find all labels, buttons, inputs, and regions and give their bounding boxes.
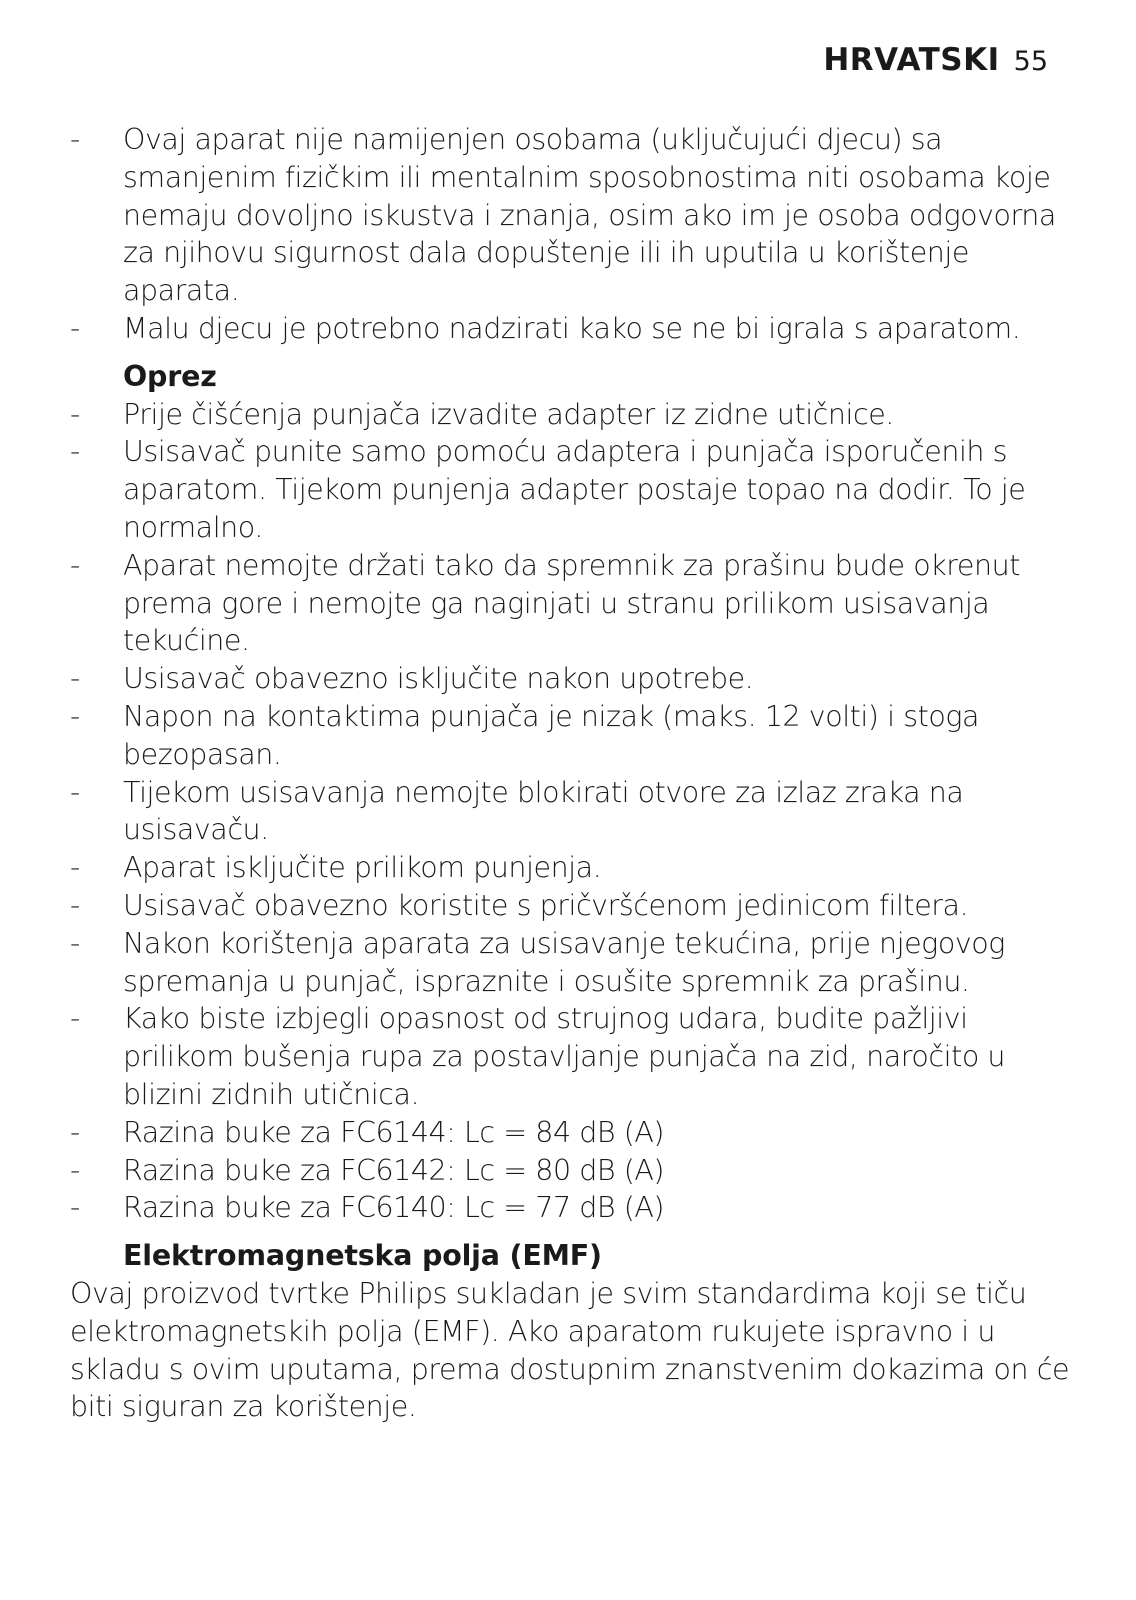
list-item: - Razina buke za FC6140: Lc = 77 dB (A): [70, 1189, 1080, 1227]
list-item: - Razina buke za FC6144: Lc = 84 dB (A): [70, 1114, 1080, 1152]
list-item: - Usisavač obavezno isključite nakon upotrebe.: [70, 660, 1080, 698]
list-item: - Prije čišćenja punjača izvadite adapter iz zidne utičnice.: [70, 396, 1080, 434]
list-item: - Razina buke za FC6142: Lc = 80 dB (A): [70, 1152, 1080, 1190]
emf-paragraph: Ovaj proizvod tvrtke Philips sukladan je svim standardima koji se tiču elektromagnetskih polja (EMF). Ako aparatom rukujete ispravno i u skladu s ovim uputama, prema dostupnim znanstvenim dokazima on će biti siguran za korištenje.: [70, 1276, 1070, 1424]
page-header: [823, 42, 1048, 78]
page-number: 55: [1013, 46, 1048, 77]
list-item: - Nakon korištenja aparata za usisavanje tekućina, prije njegovog spremanja u punjač, ispraznite i osušite spremnik za prašinu.: [70, 925, 1080, 1001]
list-item: - Usisavač punite samo pomoću adaptera i punjača isporučenih s aparatom. Tijekom punjenja adapter postaje topao na dodir. To je normalno.: [70, 433, 1080, 546]
list-item: - Usisavač obavezno koristite s pričvršćenom jedinicom filtera.: [70, 887, 1080, 925]
list-item: - Aparat isključite prilikom punjenja.: [70, 849, 1080, 887]
page-content: [70, 121, 1080, 1426]
list-item: - Malu djecu je potrebno nadzirati kako se ne bi igrala s aparatom.: [70, 310, 1080, 348]
language-label: HRVATSKI: [823, 42, 1000, 78]
list-item: - Tijekom usisavanja nemojte blokirati otvore za izlaz zraka na usisavaču.: [70, 774, 1080, 850]
caution-list: [70, 396, 1080, 1228]
intro-list: [70, 121, 1080, 348]
list-item: - Ovaj aparat nije namijenjen osobama (uključujući djecu) sa smanjenim fizičkim ili mentalnim sposobnostima niti osobama koje nemaju dovoljno iskustva i znanja, osim ako im je osoba odgovorna za njihovu sigurnost dala dopuštenje ili ih uputila u korištenje aparata.: [70, 121, 1080, 310]
emf-heading: Elektromagnetska polja (EMF): [123, 1239, 602, 1273]
caution-heading: Oprez: [123, 359, 217, 393]
list-item: - Aparat nemojte držati tako da spremnik za prašinu bude okrenut prema gore i nemojte ga naginjati u stranu prilikom usisavanja tekućine.: [70, 547, 1080, 660]
list-item: - Napon na kontaktima punjača je nizak (maks. 12 volti) i stoga bezopasan.: [70, 698, 1080, 774]
list-item: - Kako biste izbjegli opasnost od strujnog udara, budite pažljivi prilikom bušenja rupa za postavljanje punjača na zid, naročito u blizini zidnih utičnica.: [70, 1000, 1080, 1113]
